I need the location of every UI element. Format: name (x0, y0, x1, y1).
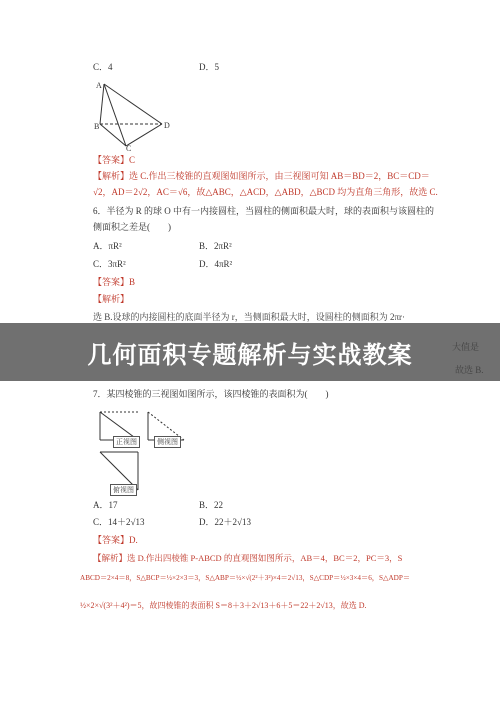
q7-option-b: B．22 (199, 500, 224, 510)
q7-analysis-line-3: ½×2×√(3²＋4²)＝5，故四棱锥的表面积 S＝8＋3＋2√13＋6＋5＝22＋2√13，故选 D. (80, 601, 367, 610)
q6-stem-line-2: 侧面积之差是( ) (93, 222, 171, 232)
q6-stem-line-1: 6．半径为 R 的球 O 中有一内接圆柱，当圆柱的侧面积最大时，球的表面积与该圆柱的 (93, 206, 435, 216)
q7-three-views-figure (92, 406, 192, 498)
q7-side-view-label: 侧视图 (154, 436, 181, 448)
q7-top-view-label: 俯视图 (110, 484, 137, 496)
q7-option-c: C．14＋2√13 (93, 517, 145, 527)
q6-analysis-line-3: 故选 B. (455, 365, 484, 375)
q7-option-d: D．22＋2√13 (199, 517, 251, 527)
q7-stem: 7．某四棱锥的三视图如图所示，该四棱锥的表面积为( ) (93, 389, 329, 399)
title-banner (0, 323, 500, 381)
q5-analysis-line-2: √2，AD＝2√2，AC＝√6，故△ABC，△ACD，△ABD，△BCD 均为直角三角形，故选 C. (93, 187, 438, 197)
q5-answer: 【答案】C (93, 155, 136, 165)
q6-analysis-head: 【解析】 (93, 294, 130, 304)
q5-tetrahedron-figure (90, 78, 180, 150)
q5-fig-label-a: A (96, 81, 102, 90)
q6-option-b: B．2πR² (199, 241, 232, 251)
q7-answer: 【答案】D. (93, 535, 138, 545)
q5-analysis-line-1: 【解析】选 C.作出三棱锥的直观图如图所示，由三视图可知 AB＝BD＝2，BC＝CD＝ (93, 171, 430, 181)
q5-fig-label-b: B (94, 122, 100, 131)
q5-option-d: D．5 (199, 62, 219, 72)
q6-answer: 【答案】B (93, 277, 136, 287)
q6-option-d: D．4πR² (199, 259, 233, 269)
banner-title: 几何面积专题解析与实战教案 (87, 340, 413, 369)
q7-analysis-line-2: ABCD＝2×4＝8，S△BCP＝½×2×3＝3，S△ABP＝½×√(2²＋3²)×4＝2√13，S△CDP＝½×3×4＝6，S△ADP＝ (80, 574, 411, 582)
q7-analysis-line-1: 【解析】选 D.作出四棱锥 P-ABCD 的直观图如图所示，AB＝4，BC＝2，PC＝3，S (93, 553, 403, 563)
q6-analysis-line-2: 大值是 (452, 342, 480, 352)
q5-fig-label-c: C (126, 144, 132, 153)
q5-fig-label-d: D (164, 121, 170, 130)
q6-analysis-line-1: 选 B.设球的内接圆柱的底面半径为 r，当侧面积最大时，设圆柱的侧面积为 2πr· (93, 312, 406, 322)
q7-option-a: A．17 (93, 500, 118, 510)
q5-option-c: C．4 (93, 62, 113, 72)
q6-option-a: A．πR² (93, 241, 122, 251)
q6-option-c: C．3πR² (93, 259, 126, 269)
q7-front-view-label: 正视图 (113, 436, 140, 448)
